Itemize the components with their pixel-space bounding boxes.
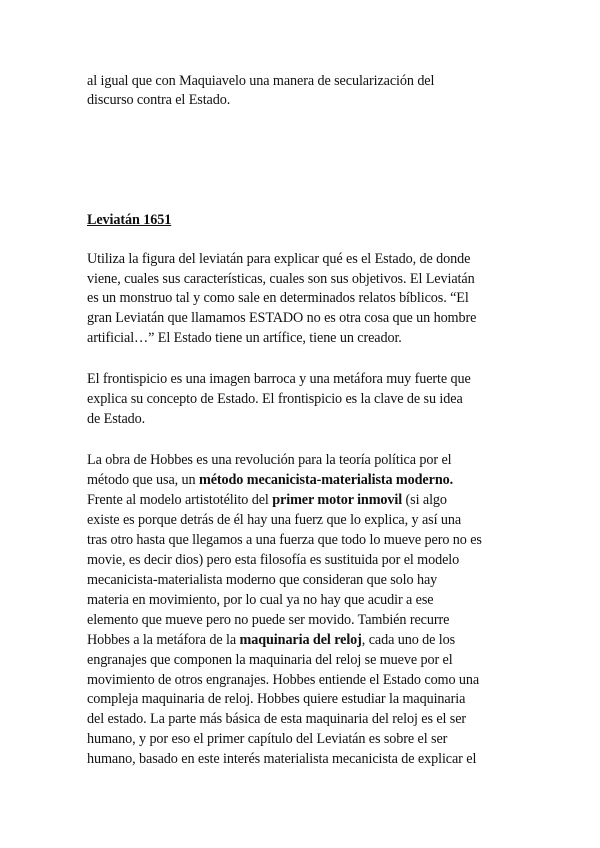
paragraph-line: mecanicista-materialista moderno que consideran que solo hay xyxy=(87,572,438,588)
text-span: Hobbes a la metáfora de la xyxy=(87,632,240,648)
paragraph-line: La obra de Hobbes es una revolución para la teoría política por el xyxy=(87,452,452,468)
paragraph-line: humano, basado en este interés materialista mecanicista de explicar el xyxy=(87,751,477,767)
paragraph-line: elemento que mueve pero no puede ser movido. También recurre xyxy=(87,612,450,628)
bold-term: método mecanicista-materialista moderno. xyxy=(198,472,454,488)
paragraph-line: artificial…” El Estado tiene un artífice, tiene un creador. xyxy=(87,330,402,346)
bold-term: maquinaria del reloj xyxy=(239,632,362,648)
paragraph-line: compleja maquinaria de reloj. Hobbes quiere estudiar la maquinaria xyxy=(87,691,466,707)
paragraph-line xyxy=(87,471,453,490)
paragraph-line: El frontispicio es una imagen barroca y una metáfora muy fuerte que xyxy=(87,371,471,387)
intro-line: discurso contra el Estado. xyxy=(87,92,231,108)
paragraph-line: explica su concepto de Estado. El frontispicio es la clave de su idea xyxy=(87,391,463,407)
section-heading: Leviatán 1651 xyxy=(87,212,172,228)
paragraph-line: de Estado. xyxy=(87,411,146,427)
paragraph-line: existe es porque detrás de él hay una fuerz que lo explica, y así una xyxy=(87,512,462,528)
paragraph-line: viene, cuales sus características, cuales son sus objetivos. El Leviatán xyxy=(87,271,475,287)
paragraph-line: movimiento de otros engranajes. Hobbes entiende el Estado como una xyxy=(87,672,480,688)
intro-line: al igual que con Maquiavelo una manera de secularización del xyxy=(87,73,435,89)
text-span: método que usa, un xyxy=(87,472,199,488)
paragraph-line: Utiliza la figura del leviatán para explicar qué es el Estado, de donde xyxy=(87,251,471,267)
paragraph-line: materia en movimiento, por lo cual ya no hay que acudir a ese xyxy=(87,592,434,608)
paragraph-line: es un monstruo tal y como sale en determinados relatos bíblicos. “El xyxy=(87,290,469,306)
text-span: , cada uno de los xyxy=(361,632,456,648)
paragraph-line: engranajes que componen la maquinaria del reloj se mueve por el xyxy=(87,652,453,668)
paragraph-line: gran Leviatán que llamamos ESTADO no es otra cosa que un hombre xyxy=(87,310,477,326)
paragraph-line: movie, es decir dios) pero esta filosofía es sustituida por el modelo xyxy=(87,552,460,568)
text-span: Frente al modelo artistotélito del xyxy=(87,492,273,508)
paragraph-line: humano, y por eso el primer capítulo del Leviatán es sobre el ser xyxy=(87,731,448,747)
paragraph-line xyxy=(87,491,447,510)
paragraph-line xyxy=(87,631,455,650)
paragraph-line: del estado. La parte más básica de esta maquinaria del reloj es el ser xyxy=(87,711,467,727)
text-span: (si algo xyxy=(402,492,447,508)
bold-term: primer motor inmovil xyxy=(272,492,403,508)
paragraph-line: tras otro hasta que llegamos a una fuerza que todo lo mueve pero no es xyxy=(87,532,482,548)
